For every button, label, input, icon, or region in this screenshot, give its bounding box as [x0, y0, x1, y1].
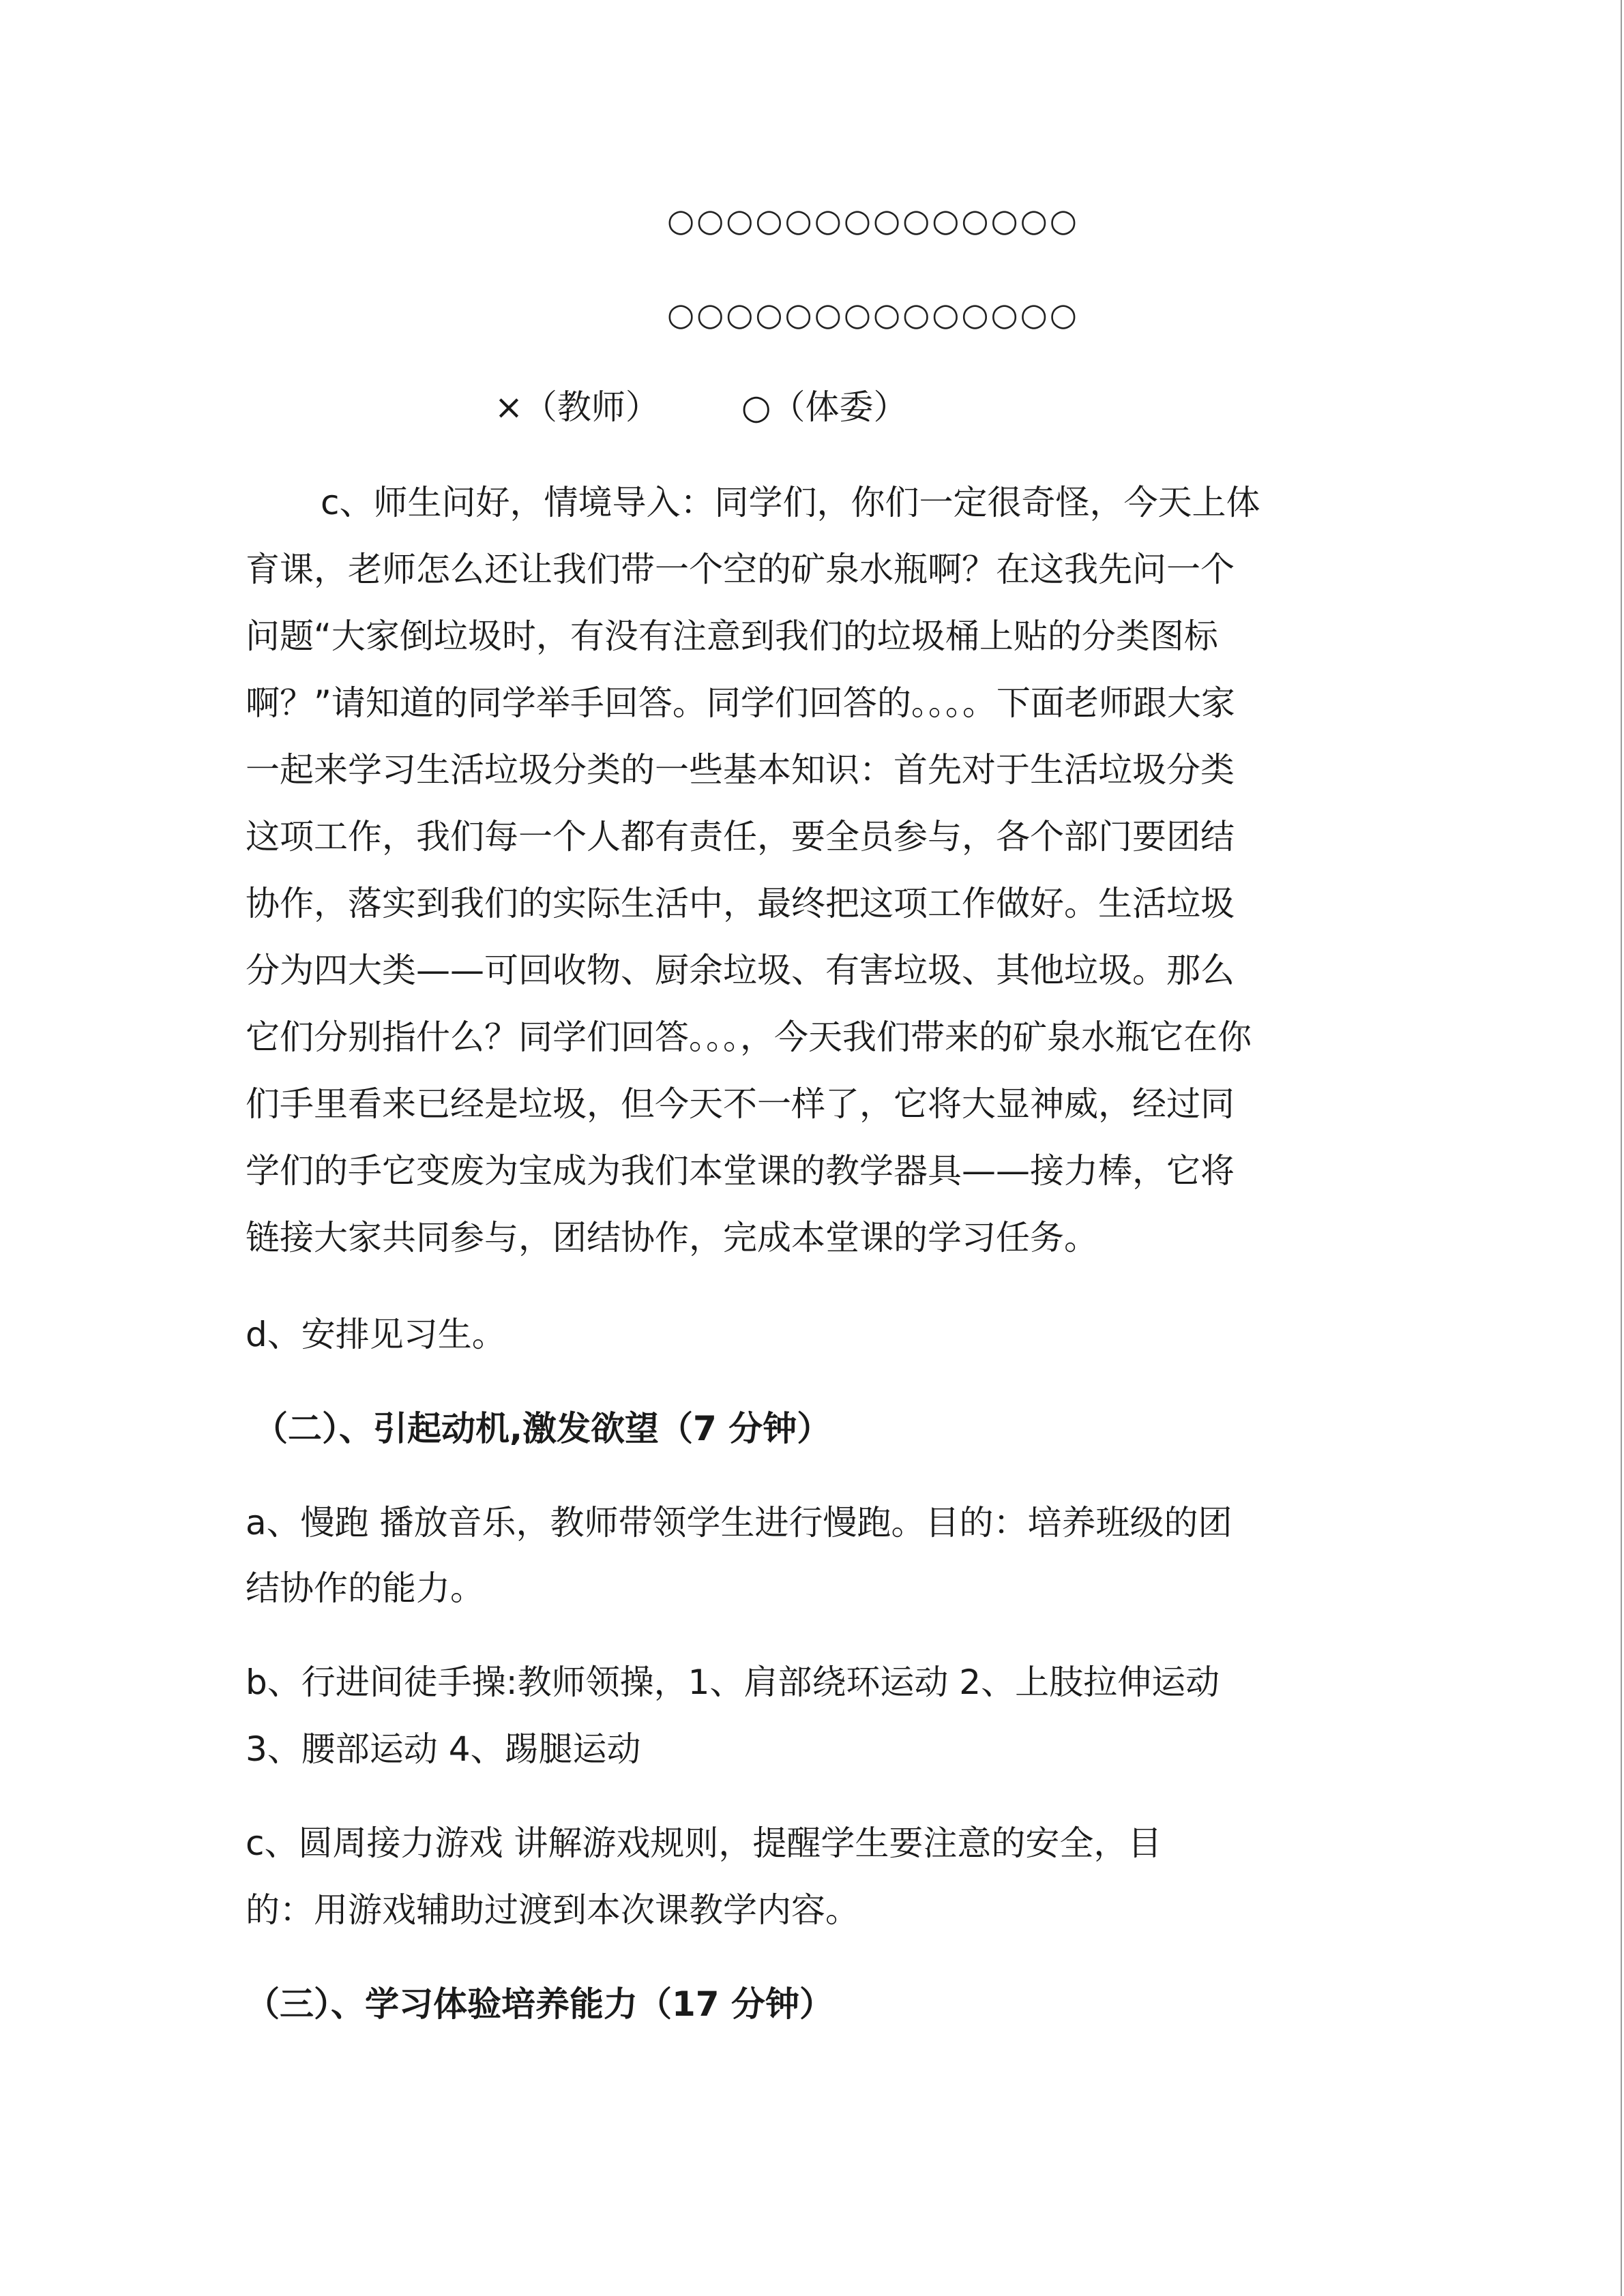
section-2-item-b-line-2: 3、腰部运动 4、踢腿运动: [246, 1729, 641, 1769]
section-2-item-b-line-1: b、行进间徒手操:教师领操，1、肩部绕环运动 2、上肢拉伸运动: [246, 1663, 1220, 1702]
paragraph-c-line-7: 协作，落实到我们的实际生活中，最终把这项工作做好。生活垃圾: [246, 884, 1235, 923]
page-edge-divider: [1621, 0, 1622, 2296]
paragraph-c-line-11: 学们的手它变废为宝成为我们本堂课的教学器具——接力棒，它将: [246, 1151, 1235, 1191]
paragraph-c-line-1: c、师生问好，情境导入：同学们，你们一定很奇怪，今天上体: [321, 483, 1260, 522]
paragraph-c-line-8: 分为四大类——可回收物、厨余垃圾、有害垃圾、其他垃圾。那么: [246, 951, 1235, 990]
section-2-item-c-line-1: c、圆周接力游戏 讲解游戏规则，提醒学生要注意的安全，目: [246, 1823, 1162, 1863]
paragraph-c-line-9: 它们分别指什么？同学们回答。。。，今天我们带来的矿泉水瓶它在你: [246, 1017, 1252, 1057]
section-3-heading: （三）、学习体验培养能力（17 分钟）: [246, 1984, 833, 2024]
legend-monitor: ○（体委）: [741, 387, 908, 427]
paragraph-c-line-12: 链接大家共同参与，团结协作，完成本堂课的学习任务。: [246, 1218, 1098, 1257]
paragraph-d: d、安排见习生。: [246, 1315, 506, 1354]
legend-teacher: ×（教师）: [494, 387, 660, 427]
section-2-item-a-line-1: a、慢跑 播放音乐，教师带领学生进行慢跑。目的：培养班级的团: [246, 1503, 1232, 1542]
paragraph-c-line-10: 们手里看来已经是垃圾，但今天不一样了，它将大显神威，经过同: [246, 1084, 1235, 1124]
formation-row-2: ○○○○○○○○○○○○○○: [667, 296, 1079, 333]
paragraph-c-line-4: 啊？”请知道的同学举手回答。同学们回答的。。。。下面老师跟大家: [246, 683, 1235, 723]
formation-legend: [494, 385, 908, 430]
paragraph-c-line-5: 一起来学习生活垃圾分类的一些基本知识：首先对于生活垃圾分类: [246, 750, 1235, 790]
section-2-heading: （二）、引起动机,激发欲望（7 分钟）: [254, 1409, 831, 1448]
section-2-item-c-line-2: 的：用游戏辅助过渡到本次课教学内容。: [246, 1890, 859, 1930]
paragraph-c-line-3: 问题“大家倒垃圾时，有没有注意到我们的垃圾桶上贴的分类图标: [246, 616, 1218, 656]
section-2-item-a-line-2: 结协作的能力。: [246, 1568, 484, 1608]
paragraph-c-line-6: 这项工作，我们每一个人都有责任，要全员参与，各个部门要团结: [246, 817, 1235, 856]
formation-row-1: ○○○○○○○○○○○○○○: [667, 202, 1079, 239]
paragraph-c-line-2: 育课，老师怎么还让我们带一个空的矿泉水瓶啊？在这我先问一个: [246, 550, 1235, 589]
